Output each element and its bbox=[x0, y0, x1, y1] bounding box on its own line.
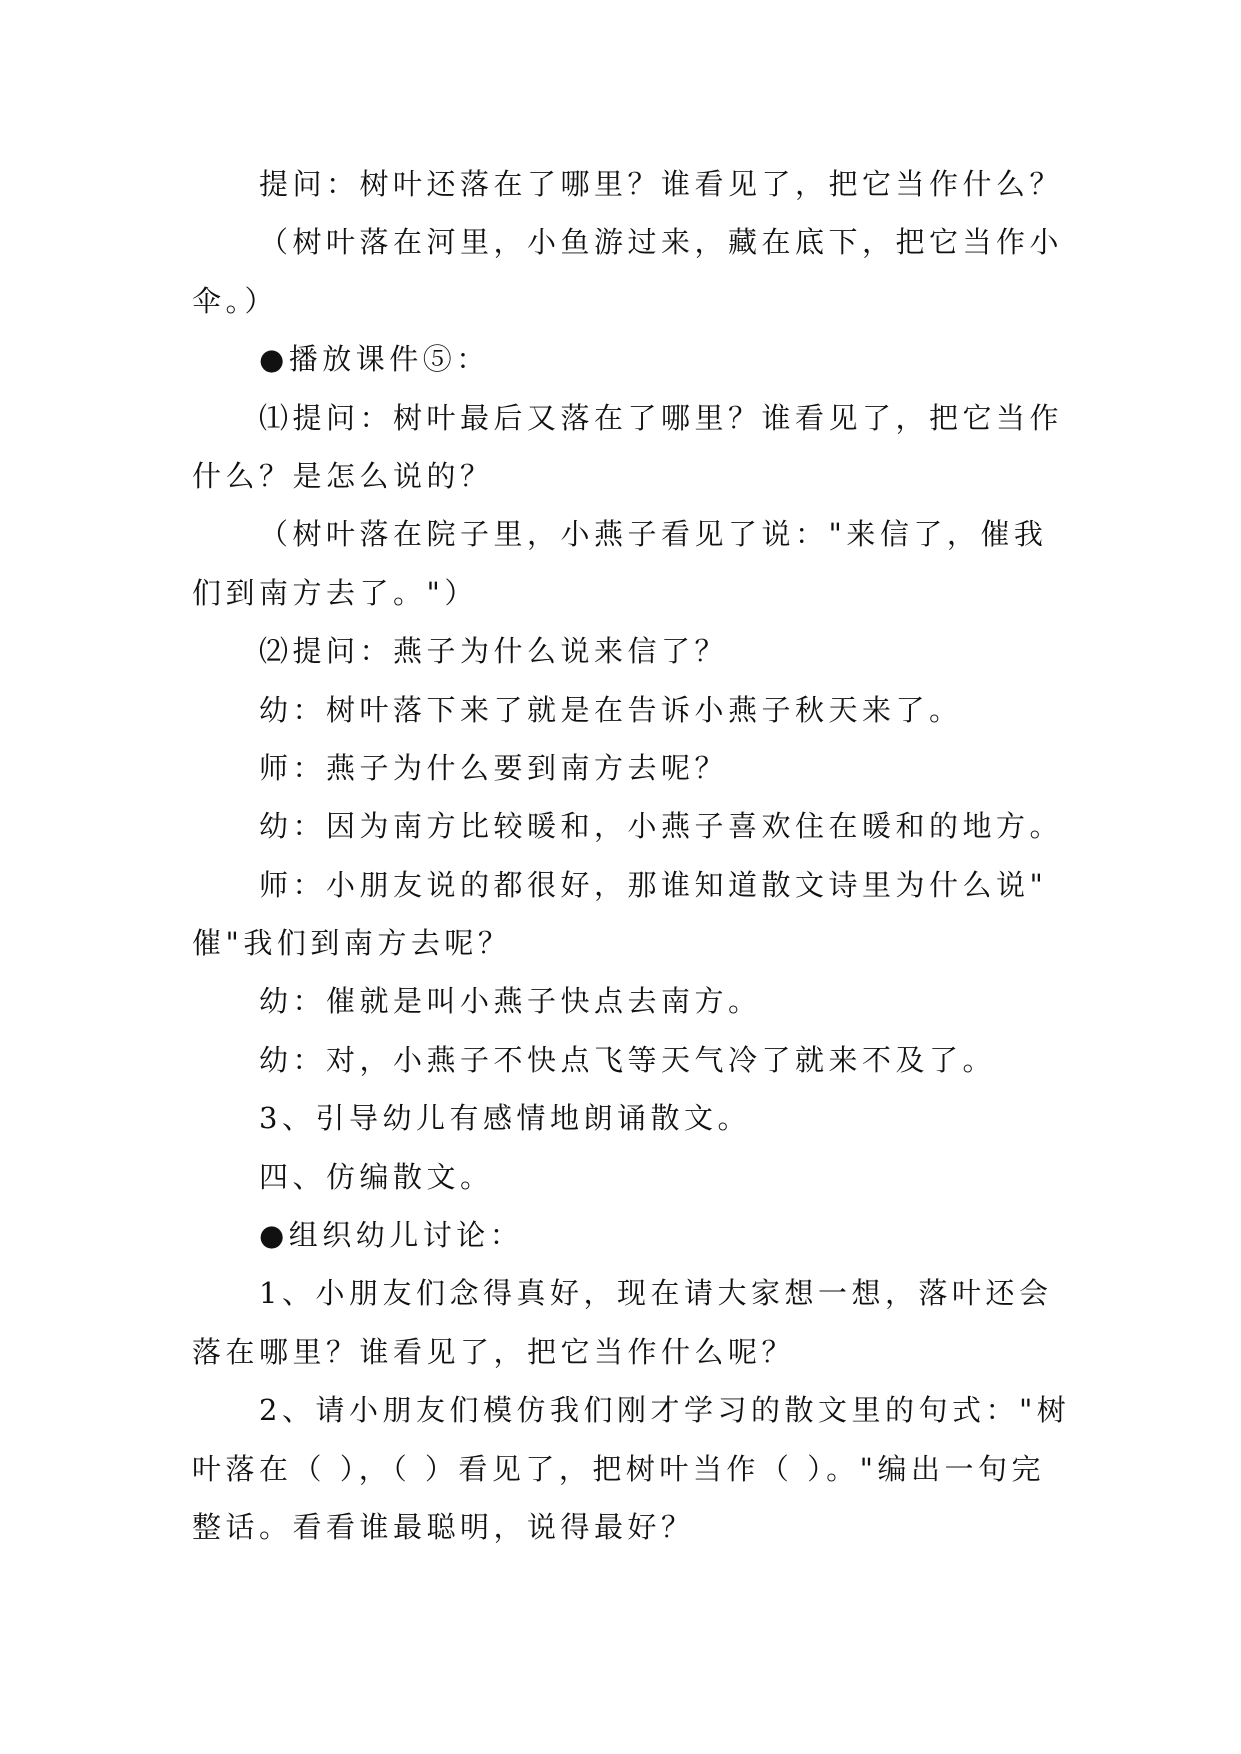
text-line: 整话。看看谁最聪明，说得最好？ bbox=[192, 1509, 695, 1544]
paragraph bbox=[192, 1381, 1072, 1556]
text-line: 提问：树叶还落在了哪里？谁看见了，把它当作什么？ bbox=[259, 167, 1064, 201]
paragraph bbox=[192, 1148, 1072, 1206]
paragraph bbox=[192, 972, 1072, 1030]
text-line: 幼：树叶落下来了就是在告诉小燕子秋天来了。 bbox=[259, 692, 963, 727]
text-line: 师：燕子为什么要到南方去呢？ bbox=[259, 750, 729, 785]
paragraph bbox=[192, 1031, 1072, 1089]
text-line: 们到南方去了。"） bbox=[192, 575, 478, 610]
text-line: 四、仿编散文。 bbox=[259, 1159, 494, 1194]
text-line: ●组织幼儿讨论： bbox=[259, 1218, 524, 1253]
paragraph bbox=[192, 856, 1072, 973]
text-line: 叶落在（ ），（ ）看见了，把树叶当作（ ）。"编出一句完 bbox=[192, 1451, 1045, 1486]
text-line: （树叶落在院子里，小燕子看见了说："来信了，催我 bbox=[259, 517, 1048, 552]
text-line: 1、小朋友们念得真好，现在请大家想一想，落叶还会 bbox=[259, 1276, 1053, 1311]
paragraph bbox=[192, 797, 1072, 855]
paragraph bbox=[192, 330, 1072, 388]
text-line: 伞。） bbox=[192, 283, 279, 318]
text-line: 落在哪里？谁看见了，把它当作什么呢？ bbox=[192, 1334, 796, 1369]
paragraph bbox=[192, 213, 1072, 330]
text-line: 幼：催就是叫小燕子快点去南方。 bbox=[259, 984, 762, 1019]
text-line: 师：小朋友说的都很好，那谁知道散文诗里为什么说" bbox=[259, 867, 1048, 902]
text-line: 催"我们到南方去呢？ bbox=[192, 926, 512, 961]
paragraph bbox=[192, 681, 1072, 739]
text-line: ●播放课件⑤： bbox=[259, 342, 490, 377]
paragraph bbox=[192, 1206, 1072, 1264]
text-line: 什么？是怎么说的？ bbox=[192, 458, 494, 493]
text-line: 3、引导幼儿有感情地朗诵散文。 bbox=[259, 1101, 751, 1136]
text-line: 2、请小朋友们模仿我们刚才学习的散文里的句式："树 bbox=[259, 1393, 1071, 1428]
text-line: （树叶落在河里，小鱼游过来，藏在底下，把它当作小 bbox=[259, 225, 1064, 260]
paragraph bbox=[192, 1089, 1072, 1147]
paragraph bbox=[192, 622, 1072, 680]
paragraph bbox=[192, 155, 1072, 213]
paragraph bbox=[192, 389, 1072, 506]
text-line: 幼：对，小燕子不快点飞等天气冷了就来不及了。 bbox=[259, 1042, 997, 1077]
document-body bbox=[192, 155, 1072, 1556]
text-line: ⑴提问：树叶最后又落在了哪里？谁看见了，把它当作 bbox=[259, 400, 1064, 435]
text-line: 幼：因为南方比较暖和，小燕子喜欢住在暖和的地方。 bbox=[259, 809, 1064, 844]
paragraph bbox=[192, 1264, 1072, 1381]
paragraph bbox=[192, 505, 1072, 622]
paragraph bbox=[192, 739, 1072, 797]
text-line: ⑵提问：燕子为什么说来信了？ bbox=[259, 634, 729, 669]
